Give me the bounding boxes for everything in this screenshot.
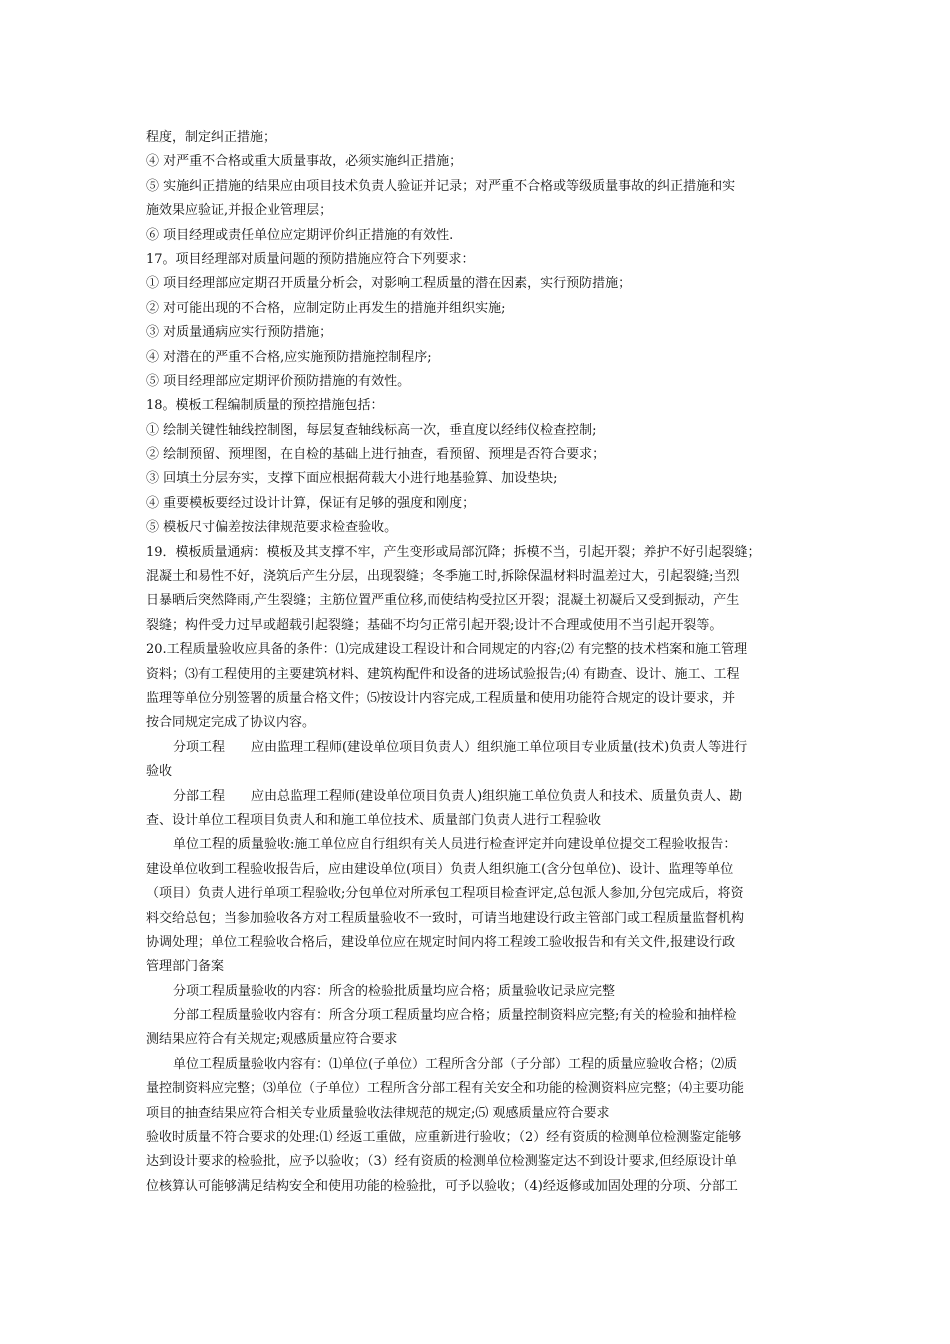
text-line: 位核算认可能够满足结构安全和使用功能的检验批，可予以验收；（4)经返修或加固处理的分项、分部工 <box>146 1178 738 1194</box>
text-line: ⑤ 模板尺寸偏差按法律规范要求检查验收。 <box>146 520 398 536</box>
text-line: 单位工程的质量验收:施工单位应自行组织有关人员进行检查评定并向建设单位提交工程验收报告： <box>173 837 737 853</box>
text-line: ⑥ 项目经理或责任单位应定期评价纠正措施的有效性. <box>146 227 454 243</box>
text-line: ③ 对质量通病应实行预防措施； <box>146 325 333 341</box>
text-line: 18。模板工程编制质量的预控措施包括： <box>146 398 384 414</box>
text-line: 料交给总包；当参加验收各方对工程质量验收不一致时，可请当地建设行政主管部门或工程质量监督机构 <box>146 910 745 926</box>
text-line: 测结果应符合有关规定;观感质量应符合要求 <box>146 1032 398 1048</box>
text-line: ⑤ 实施纠正措施的结果应由项目技术负责人验证并记录；对严重不合格或等级质量事故的纠正措施和实 <box>146 178 736 194</box>
text-line: 分部工程质量验收内容有：所含分项工程质量均应合格；质量控制资料应完整;有关的检验和抽样检 <box>173 1008 737 1024</box>
text-line: ① 绘制关键性轴线控制图，每层复查轴线标高一次，垂直度以经纬仪检查控制; <box>146 422 597 438</box>
text-line: ④ 重要模板要经过设计计算，保证有足够的强度和刚度； <box>146 495 476 511</box>
text-line: 分项工程 应由监理工程师(建设单位项目负责人）组织施工单位项目专业质量(技术)负责人等进行 <box>173 739 748 755</box>
text-line: 19．模板质量通病：模板及其支撑不牢，产生变形或局部沉降；拆模不当，引起开裂；养护不好引起裂缝； <box>146 544 761 560</box>
text-line: 程度，制定纠正措施； <box>146 130 277 145</box>
text-line: ① 项目经理部应定期召开质量分析会，对影响工程质量的潜在因素，实行预防措施； <box>146 276 632 292</box>
text-line: 按合同规定完成了协议内容。 <box>146 715 316 731</box>
text-line: 协调处理；单位工程验收合格后，建设单位应在规定时间内将工程竣工验收报告和有关文件,报建设行政 <box>146 934 736 950</box>
text-line: ④ 对潜在的严重不合格,应实施预防措施控制程序; <box>146 349 432 365</box>
text-line: 日暴晒后突然降雨,产生裂缝；主筋位置严重位移,而使结构受拉区开裂；混凝土初凝后又受到振动，产生 <box>146 593 740 609</box>
text-line: 施效果应验证,并报企业管理层； <box>146 203 333 219</box>
document-body <box>146 126 816 1199</box>
text-line: ③ 回填土分层夯实，支撑下面应根据荷载大小进行地基验算、加设垫块; <box>146 471 558 487</box>
text-line: （项目）负责人进行单项工程验收;分包单位对所承包工程项目检查评定,总包派人参加,分包完成后，将资 <box>146 886 744 902</box>
text-line: ② 对可能出现的不合格，应制定防止再发生的措施并组织实施; <box>146 300 506 316</box>
text-line: 项目的抽查结果应符合相关专业质量验收法律规范的规定;⑸ 观感质量应符合要求 <box>146 1105 610 1121</box>
text-line: 建设单位收到工程验收报告后，应由建设单位(项目）负责人组织施工(含分包单位)、设计、监理等单位 <box>146 861 734 877</box>
text-line: 20.工程质量验收应具备的条件：⑴完成建设工程设计和合同规定的内容;⑵ 有完整的技术档案和施工管理 <box>146 642 748 658</box>
text-line: 达到设计要求的检验批，应予以验收；（3）经有资质的检测单位检测鉴定达不到设计要求,但经原设计单 <box>146 1154 737 1170</box>
text-line: 资料；⑶有工程使用的主要建筑材料、建筑构配件和设备的进场试验报告;⑷ 有勘查、设计、施工、工程 <box>146 666 740 682</box>
text-line: 分部工程 应由总监理工程师(建设单位项目负责人)组织施工单位负责人和技术、质量负责人、勘 <box>173 788 743 804</box>
text-line: 管理部门备案 <box>146 959 225 975</box>
text-line: 17。项目经理部对质量问题的预防措施应符合下列要求： <box>146 251 475 267</box>
text-line: 量控制资料应完整；⑶单位（子单位）工程所含分部工程有关安全和功能的检测资料应完整；⑷主要功能 <box>146 1081 745 1097</box>
text-line: 分项工程质量验收的内容：所含的检验批质量均应合格；质量验收记录应完整 <box>173 983 616 999</box>
text-line: 混凝土和易性不好，浇筑后产生分层，出现裂缝；冬季施工时,拆除保温材料时温差过大，引起裂缝;当烈 <box>146 569 740 585</box>
text-line: ⑤ 项目经理部应定期评价预防措施的有效性。 <box>146 373 411 389</box>
text-line: ④ 对严重不合格或重大质量事故，必须实施纠正措施； <box>146 154 463 170</box>
text-line: 验收时质量不符合要求的处理:⑴ 经返工重做，应重新进行验收；（2）经有资质的检测单位检测鉴定能够 <box>146 1130 742 1146</box>
text-line: 查、设计单位工程项目负责人和和施工单位技术、质量部门负责人进行工程验收 <box>146 812 602 828</box>
text-line: 裂缝；构件受力过早或超载引起裂缝；基础不均匀正常引起开裂;设计不合理或使用不当引起开裂等。 <box>146 617 723 633</box>
text-line: 监理等单位分别签署的质量合格文件；⑸按设计内容完成,工程质量和使用功能符合规定的设计要求，并 <box>146 690 736 706</box>
text-line: ② 绘制预留、预埋图，在自检的基础上进行抽查，看预留、预埋是否符合要求； <box>146 447 606 463</box>
text-line: 验收 <box>146 764 173 780</box>
text-line: 单位工程质量验收内容有：⑴单位(子单位）工程所含分部（子分部）工程的质量应验收合格；⑵质 <box>173 1056 738 1072</box>
